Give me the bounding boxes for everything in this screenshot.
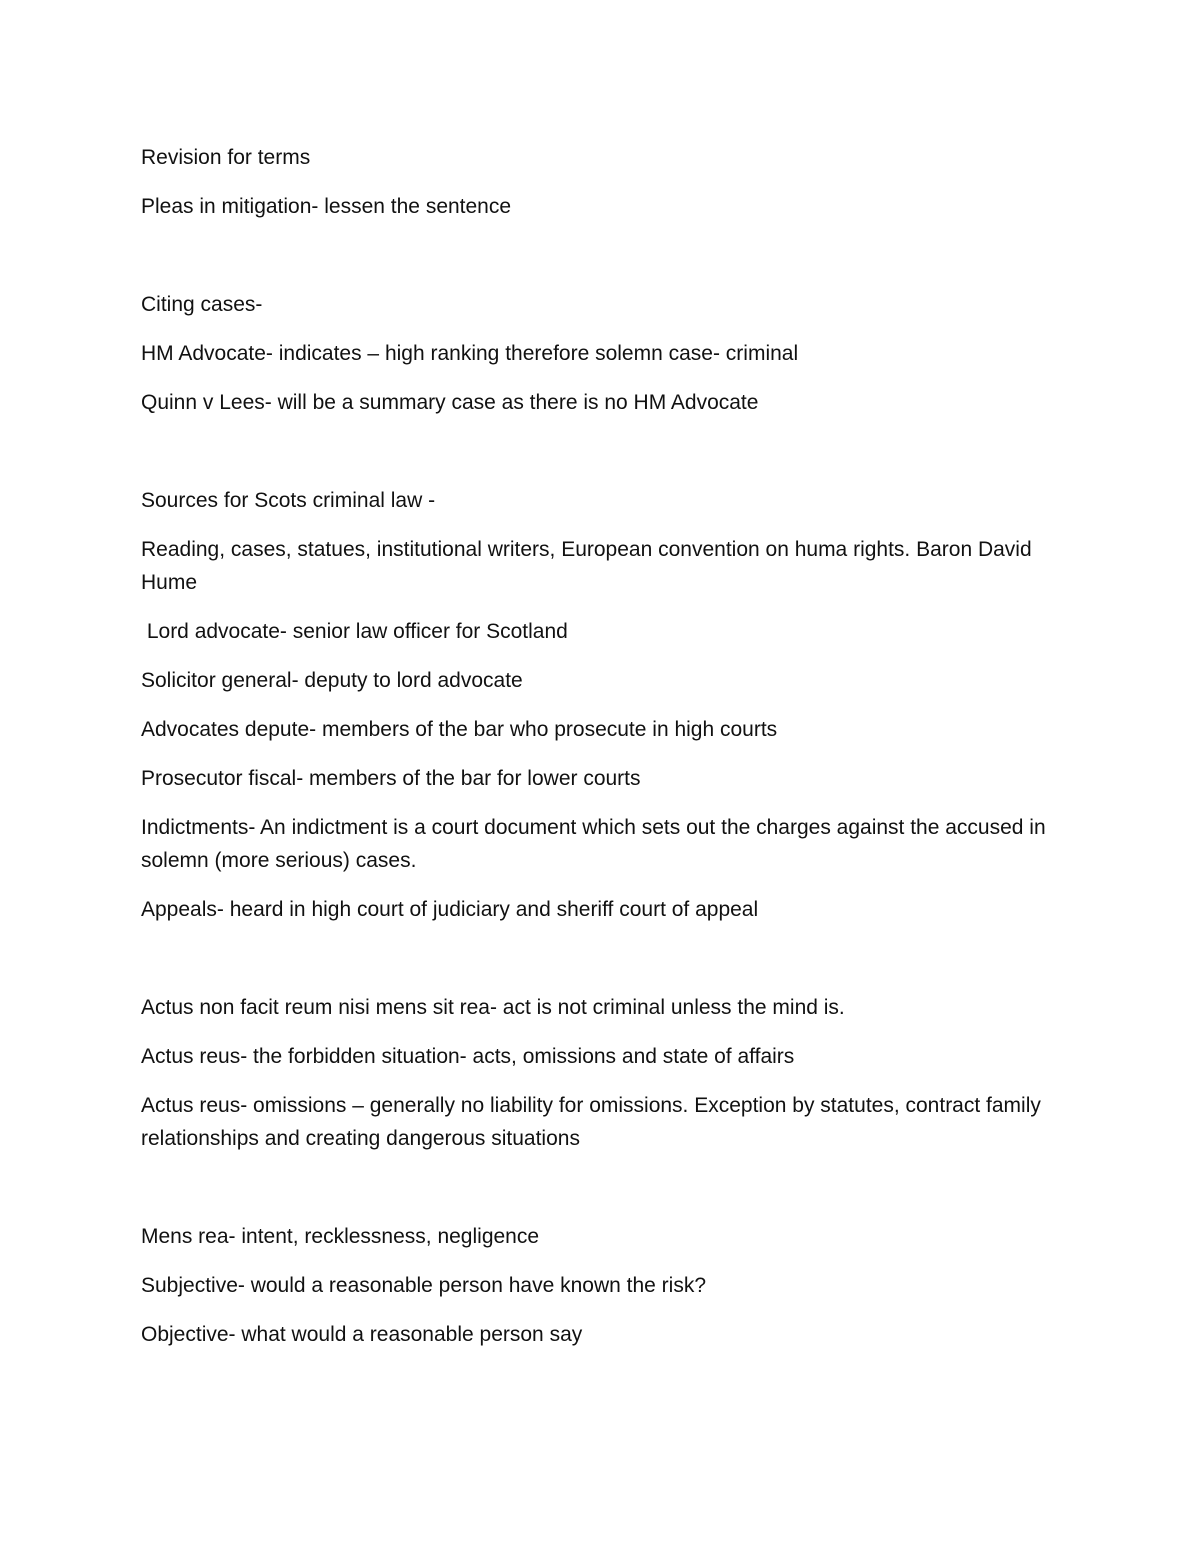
term-prosecutor-fiscal: Prosecutor fiscal- members of the bar for lower courts	[141, 767, 641, 790]
term-actus-reus-omissions: Actus reus- omissions – generally no liability for omissions. Exception by statutes, contract family relationships and creating dangerous situations	[141, 1094, 1041, 1150]
term-lord-advocate: Lord advocate- senior law officer for Scotland	[141, 620, 568, 643]
term-hm-advocate: HM Advocate- indicates – high ranking therefore solemn case- criminal	[141, 342, 799, 365]
document-body	[141, 141, 1071, 1367]
term-indictments: Indictments- An indictment is a court document which sets out the charges against the accused in solemn (more serious) cases.	[141, 816, 1046, 872]
heading-citing-cases: Citing cases-	[141, 293, 263, 316]
term-quinn-v-lees: Quinn v Lees- will be a summary case as there is no HM Advocate	[141, 391, 759, 414]
heading-revision: Revision for terms	[141, 146, 311, 169]
term-subjective: Subjective- would a reasonable person have known the risk?	[141, 1274, 707, 1297]
term-pleas-in-mitigation: Pleas in mitigation- lessen the sentence	[141, 195, 512, 218]
term-actus-reus: Actus reus- the forbidden situation- acts, omissions and state of affairs	[141, 1045, 795, 1068]
sources-list: Reading, cases, statues, institutional writers, European convention on huma rights. Baron David Hume	[141, 538, 1032, 594]
term-appeals: Appeals- heard in high court of judiciary and sheriff court of appeal	[141, 898, 759, 921]
term-objective: Objective- what would a reasonable person say	[141, 1323, 583, 1346]
term-solicitor-general: Solicitor general- deputy to lord advocate	[141, 669, 523, 692]
term-mens-rea: Mens rea- intent, recklessness, negligence	[141, 1225, 540, 1248]
term-advocates-depute: Advocates depute- members of the bar who prosecute in high courts	[141, 718, 778, 741]
heading-sources: Sources for Scots criminal law -	[141, 489, 436, 512]
term-actus-non-facit: Actus non facit reum nisi mens sit rea- act is not criminal unless the mind is.	[141, 996, 845, 1019]
